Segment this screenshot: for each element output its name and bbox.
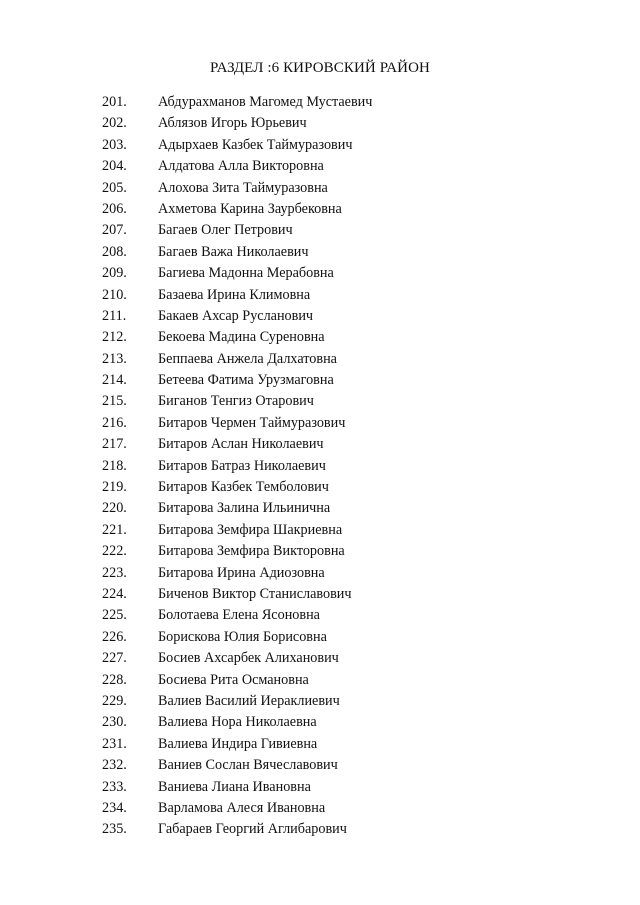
entry-name: Битаров Чермен Таймуразович [158, 414, 346, 431]
entry-name: Варламова Алеся Ивановна [158, 799, 326, 816]
list-item [0, 755, 640, 776]
entry-name: Биченов Виктор Станиславович [158, 585, 352, 602]
list-item [0, 541, 640, 562]
entry-name: Ваниев Сослан Вячеславович [158, 757, 338, 774]
list-item [0, 819, 640, 840]
list-item [0, 242, 640, 263]
entry-number: 227. [102, 650, 127, 667]
list-item [0, 199, 640, 220]
entry-number: 223. [102, 564, 127, 581]
list-item [0, 627, 640, 648]
entry-name: Багиева Мадонна Мерабовна [158, 265, 334, 282]
list-item [0, 306, 640, 327]
entry-number: 231. [102, 735, 127, 752]
entry-number: 234. [102, 799, 127, 816]
entry-number: 228. [102, 671, 127, 688]
list-item [0, 434, 640, 455]
entry-number: 232. [102, 757, 127, 774]
list-item [0, 413, 640, 434]
entry-name: Битаров Аслан Николаевич [158, 436, 324, 453]
list-item [0, 777, 640, 798]
entry-number: 207. [102, 222, 127, 239]
entry-name: Битаров Казбек Темболович [158, 479, 329, 496]
entry-name: Валиев Василий Иераклиевич [158, 692, 340, 709]
list-item [0, 327, 640, 348]
list-item [0, 520, 640, 541]
entry-number: 209. [102, 265, 127, 282]
list-item [0, 712, 640, 733]
list-item [0, 498, 640, 519]
list-item [0, 113, 640, 134]
entry-name: Ахметова Карина Заурбековна [158, 200, 342, 217]
entry-name: Габараев Георгий Аглибарович [158, 821, 347, 838]
entry-number: 206. [102, 200, 127, 217]
entry-name: Беппаева Анжела Далхатовна [158, 350, 337, 367]
entry-number: 203. [102, 136, 127, 153]
entry-name: Болотаева Елена Ясоновна [158, 607, 320, 624]
list-item [0, 92, 640, 113]
entry-number: 217. [102, 436, 127, 453]
entry-number: 208. [102, 243, 127, 260]
entry-name: Босиева Рита Османовна [158, 671, 309, 688]
entry-name: Абдурахманов Магомед Мустаевич [158, 94, 373, 110]
entry-name: Битарова Залина Ильинична [158, 500, 331, 517]
entry-number: 213. [102, 350, 127, 367]
list-item [0, 456, 640, 477]
entry-number: 230. [102, 714, 127, 731]
entry-number: 204. [102, 158, 127, 175]
list-item [0, 263, 640, 284]
list-item [0, 156, 640, 177]
list-item [0, 691, 640, 712]
entry-name: Бакаев Ахсар Русланович [158, 307, 314, 324]
entry-name: Аблязов Игорь Юрьевич [158, 115, 307, 132]
list-item [0, 285, 640, 306]
list-item [0, 477, 640, 498]
list-item [0, 584, 640, 605]
list-item [0, 798, 640, 819]
entry-name: Алдатова Алла Викторовна [158, 158, 324, 175]
entry-name: Бетеева Фатима Урузмаговна [158, 372, 334, 389]
name-list [0, 92, 640, 841]
entry-number: 220. [102, 500, 127, 517]
entry-number: 219. [102, 479, 127, 496]
entry-name: Битарова Земфира Викторовна [158, 543, 345, 560]
entry-number: 216. [102, 414, 127, 431]
list-item [0, 391, 640, 412]
entry-name: Битарова Ирина Адиозовна [158, 564, 325, 581]
entry-name: Алохова Зита Таймуразовна [158, 179, 328, 196]
entry-name: Биганов Тенгиз Отарович [158, 393, 314, 410]
entry-name: Босиев Ахсарбек Алиханович [158, 650, 339, 667]
list-item [0, 605, 640, 626]
entry-number: 202. [102, 115, 127, 132]
entry-number: 205. [102, 179, 127, 196]
entry-number: 233. [102, 778, 127, 795]
entry-name: Багаев Важа Николаевич [158, 243, 309, 260]
list-item [0, 135, 640, 156]
entry-name: Валиева Индира Гивиевна [158, 735, 318, 752]
entry-name: Бекоева Мадина Суреновна [158, 329, 325, 346]
entry-number: 222. [102, 543, 127, 560]
entry-number: 224. [102, 585, 127, 602]
list-item [0, 648, 640, 669]
entry-number: 235. [102, 821, 127, 838]
entry-name: Валиева Нора Николаевна [158, 714, 317, 731]
section-title: РАЗДЕЛ :6 КИРОВСКИЙ РАЙОН [210, 60, 430, 76]
entry-name: Базаева Ирина Климовна [158, 286, 311, 303]
entry-number: 225. [102, 607, 127, 624]
entry-name: Битаров Батраз Николаевич [158, 457, 326, 474]
entry-name: Багаев Олег Петрович [158, 222, 293, 239]
list-item [0, 220, 640, 241]
list-item [0, 563, 640, 584]
entry-number: 229. [102, 692, 127, 709]
entry-number: 210. [102, 286, 127, 303]
entry-number: 214. [102, 372, 127, 389]
list-item [0, 349, 640, 370]
list-item [0, 734, 640, 755]
entry-number: 212. [102, 329, 127, 346]
entry-name: Битарова Земфира Шакриевна [158, 521, 343, 538]
entry-number: 218. [102, 457, 127, 474]
entry-name: Ваниева Лиана Ивановна [158, 778, 311, 795]
entry-number: 215. [102, 393, 127, 410]
entry-name: Адырхаев Казбек Таймуразович [158, 136, 353, 153]
entry-name: Борискова Юлия Борисовна [158, 628, 327, 645]
entry-number: 221. [102, 521, 127, 538]
list-item [0, 178, 640, 199]
entry-number: 201. [102, 94, 127, 110]
list-item [0, 670, 640, 691]
list-item [0, 370, 640, 391]
entry-number: 226. [102, 628, 127, 645]
entry-number: 211. [102, 307, 127, 324]
